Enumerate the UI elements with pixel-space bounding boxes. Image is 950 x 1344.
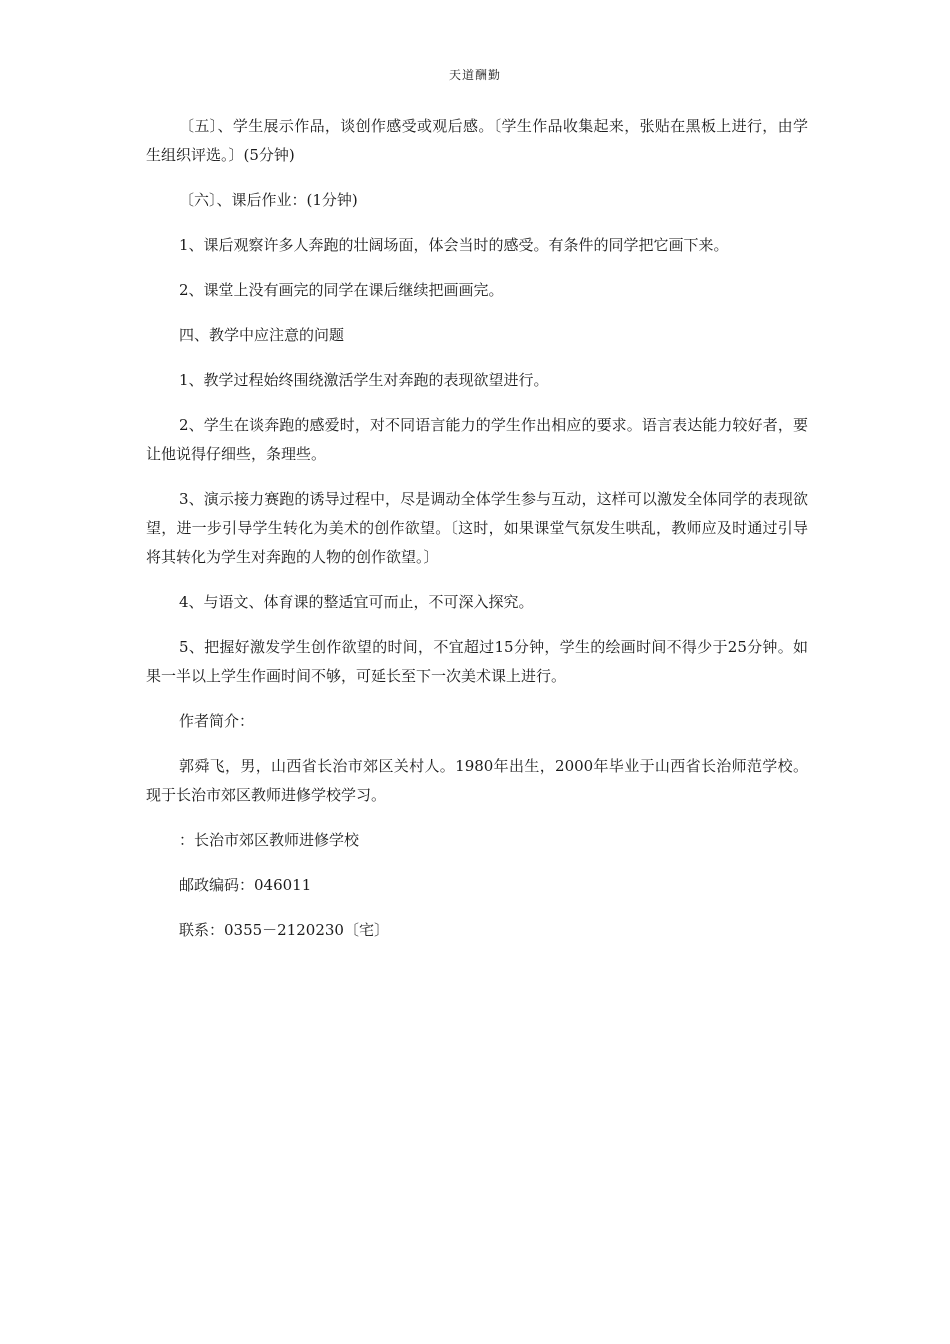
paragraph-issue-5: 5、把握好激发学生创作欲望的时间，不宜超过15分钟，学生的绘画时间不得少于25分钟。如果一半以上学生作画时间不够，可延长至下一次美术课上进行。: [146, 638, 808, 685]
paragraph-step-six: 〔六〕、课后作业：(1分钟): [179, 191, 358, 209]
paragraph-issue-3: 3、演示接力赛跑的诱导过程中，尽是调动全体学生参与互动，这样可以激发全体同学的表现欲望，进一步引导学生转化为美术的创作欲望。〔这时，如果课堂气氛发生哄乱，教师应及时通过引导将其转化为学生对奔跑的人物的创作欲望。〕: [146, 490, 808, 566]
page-header: 天道酬勤: [448, 68, 501, 82]
author-phone: 联系：0355－2120230〔宅〕: [179, 921, 389, 939]
paragraph-homework-1: 1、课后观察许多人奔跑的壮阔场面，体会当时的感受。有条件的同学把它画下来。: [179, 236, 729, 254]
paragraph-issue-1: 1、教学过程始终围绕激活学生对奔跑的表现欲望进行。: [179, 371, 549, 389]
paragraph-step-five: 〔五〕、学生展示作品，谈创作感受或观后感。〔学生作品收集起来，张贴在黑板上进行，由学生组织评选。〕(5分钟): [146, 117, 808, 164]
author-postcode: 邮政编码：046011: [179, 876, 312, 894]
section-heading-issues: 四、教学中应注意的问题: [179, 326, 345, 344]
author-bio: 郭舜飞，男，山西省长治市郊区关村人。1980年出生，2000年毕业于山西省长治师范学校。现于长治市郊区教师进修学校学习。: [146, 757, 808, 804]
author-heading: 作者简介：: [179, 712, 255, 730]
paragraph-issue-2: 2、学生在谈奔跑的感爱时，对不同语言能力的学生作出相应的要求。语言表达能力较好者，要让他说得仔细些，条理些。: [146, 416, 808, 463]
author-address: ：长治市郊区教师进修学校: [179, 831, 360, 849]
document-body: [146, 112, 808, 961]
paragraph-homework-2: 2、课堂上没有画完的同学在课后继续把画画完。: [179, 281, 504, 299]
paragraph-issue-4: 4、与语文、体育课的整适宜可而止，不可深入探究。: [179, 593, 534, 611]
